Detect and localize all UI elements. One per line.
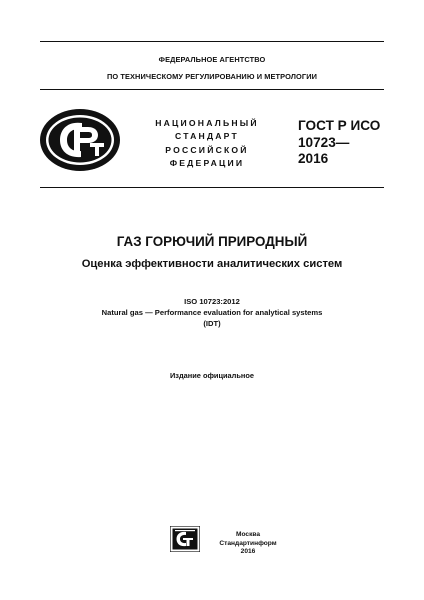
standartinform-logo-icon bbox=[170, 526, 200, 552]
standard-number-line: 10723— bbox=[298, 134, 350, 150]
middle-rule bbox=[40, 187, 384, 188]
standard-number-line: ГОСТ Р ИСО bbox=[298, 118, 381, 133]
publisher-year: 2016 bbox=[240, 548, 256, 556]
iso-title: Natural gas — Performance evaluation for analytical systems bbox=[101, 308, 323, 317]
edition-label: Издание официальное bbox=[169, 371, 254, 380]
standard-type-line: НАЦИОНАЛЬНЫЙ bbox=[155, 118, 259, 128]
iso-idt: (IDT) bbox=[203, 319, 221, 328]
publisher-city: Москва bbox=[235, 531, 261, 538]
document-subtitle: Оценка эффективности аналитических систем bbox=[81, 258, 343, 270]
agency-line-2: ПО ТЕХНИЧЕСКОМУ РЕГУЛИРОВАНИЮ И МЕТРОЛОГИИ bbox=[106, 72, 318, 81]
standard-number-line: 2016 bbox=[298, 151, 329, 166]
iso-reference: ISO 10723:2012 bbox=[184, 297, 240, 306]
agency-line-1: ФЕДЕРАЛЬНОЕ АГЕНТСТВО bbox=[158, 55, 266, 64]
standard-type bbox=[141, 117, 273, 171]
standard-type-line: ФЕДЕРАЦИИ bbox=[169, 158, 245, 169]
rst-logo-icon bbox=[38, 107, 122, 173]
publisher-block bbox=[210, 531, 286, 557]
standard-type-line: СТАНДАРТ bbox=[175, 131, 239, 142]
header-rule bbox=[40, 89, 384, 90]
document-title: ГАЗ ГОРЮЧИЙ ПРИРОДНЫЙ bbox=[116, 234, 308, 249]
publisher-name: Стандартинформ bbox=[219, 539, 277, 547]
top-rule bbox=[40, 41, 384, 42]
standard-number bbox=[298, 118, 380, 168]
standard-type-line: РОССИЙСКОЙ bbox=[165, 144, 249, 155]
